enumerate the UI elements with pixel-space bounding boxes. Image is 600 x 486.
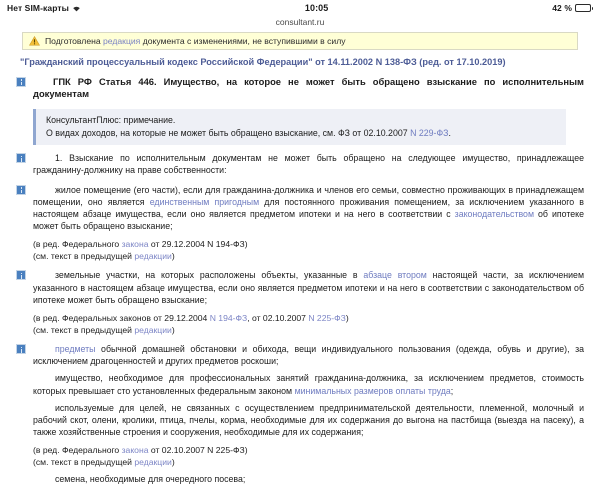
clock-label: 10:05	[304, 3, 329, 13]
edn2-l1-before: (в ред. Федеральных законов от 29.12.2004	[33, 312, 210, 323]
edn3-l2-before: (см. текст в предыдущей	[33, 457, 135, 468]
paragraph-6	[33, 402, 584, 438]
household-items-link[interactable]: предметы	[55, 344, 96, 355]
paragraph-4-seg1: обычной домашней обстановки и обихода, вещи индивидуального пользования (одежда, обувь и другие), за исключением драгоценностей и других предметов роскоши;	[33, 344, 584, 367]
consultant-note-box	[33, 109, 566, 145]
edition-link[interactable]: редакция	[103, 35, 141, 46]
battery-percent-label: 42 %	[552, 3, 573, 13]
only-suitable-housing-link[interactable]: единственным пригодным	[149, 196, 260, 207]
document-title-link[interactable]: "Гражданский процессуальный кодекс Российской Федерации" от 14.11.2002 N 138-ФЗ (ред. от 17.10.2019)	[20, 57, 506, 67]
paragraph-1	[33, 152, 584, 176]
paragraph-5-seg1: имущество, необходимое для профессиональных занятий гражданина-должника, за исключением предметов, стоимость которых превышает сто установленных федеральным законом	[33, 373, 584, 396]
paragraph-5-row	[16, 372, 584, 396]
edition-warning-banner	[22, 32, 578, 50]
paragraph-4-row	[16, 343, 584, 367]
paragraph-7-text: семена, необходимые для очередного посева;	[55, 474, 246, 485]
paragraph-7	[33, 473, 584, 485]
paragraph-6-row	[16, 402, 584, 438]
law-194-link[interactable]: N 194-ФЗ	[209, 312, 248, 323]
carrier-label: Нет SIM-карты	[7, 3, 70, 13]
second-clause-link[interactable]: абзаце втором	[363, 270, 427, 281]
paragraph-5-text-col	[33, 372, 584, 396]
edition-note-3-line-2	[33, 456, 584, 468]
paragraph-6-text: используемые для целей, не связанных с осуществлением предпринимательской деятельности, племенной, молочный и рабочий скот, олени, кролики, птица, пчелы, корма, необходимые для их содержания до выгона на пастбища (выезда на пасеку), а также хозяйственные строения и сооружения, необходимые для их содержания;	[33, 402, 584, 437]
edition-notes-3	[16, 444, 584, 468]
paragraph-2-seg2: для постоянного проживания помещением, за исключением указанного в настоящем абзаце имущества, если оно является предметом ипотеки и на него в соответствии с	[33, 196, 584, 219]
edition-notes-1	[16, 238, 584, 262]
marker-col	[16, 269, 33, 280]
paragraph-2-seg1: жилое помещение (его части), если для гражданина-должника и членов его семьи, совместно проживающих в принадлежащем помещении, оно является	[33, 184, 584, 207]
paragraph-4	[33, 343, 584, 367]
marker-col	[16, 152, 33, 163]
paragraph-4-text-col	[33, 343, 584, 367]
previous-edition-link[interactable]: редакции	[134, 251, 172, 262]
warning-text-before: Подготовлена	[45, 35, 104, 46]
paragraph-7-text-col	[33, 473, 584, 485]
edition-note-1-line-2	[33, 250, 584, 262]
wifi-icon	[72, 5, 81, 12]
fz-229-link[interactable]: N 229-ФЗ	[410, 128, 449, 139]
battery-cap	[592, 7, 593, 10]
legislation-link[interactable]: законодательством	[454, 208, 534, 219]
paragraph-5-seg2: ;	[450, 385, 454, 396]
marker-col	[16, 76, 33, 87]
edn2-l1-after: )	[345, 312, 349, 323]
ios-status-bar	[0, 0, 600, 16]
paragraph-1-row	[16, 152, 584, 176]
edn2-l2-after: )	[171, 324, 175, 335]
paragraph-3-seg1: земельные участки, на которых расположены объекты, указанные в	[55, 270, 364, 281]
edn1-l2-after: )	[171, 251, 175, 262]
paragraph-1-text: 1. Взыскание по исполнительным документам не может быть обращено на следующее имущество, принадлежащее гражданину-должнику на праве собственности:	[33, 153, 584, 176]
note-line-1: КонсультантПлюс: примечание.	[46, 114, 176, 125]
previous-edition-link[interactable]: редакции	[134, 457, 172, 468]
edn3-l2-after: )	[171, 457, 175, 468]
document-body	[0, 57, 600, 486]
edn3-l1-before: (в ред. Федерального	[33, 445, 122, 456]
edn1-l1-before: (в ред. Федерального	[33, 239, 122, 249]
status-bar-left	[7, 3, 81, 13]
edition-notes-2	[16, 312, 584, 336]
paragraph-2-text-col	[33, 184, 584, 233]
marker-col	[16, 343, 33, 354]
info-marker-icon[interactable]	[16, 153, 26, 163]
warning-triangle-icon	[29, 36, 40, 46]
article-heading-label: ГПК РФ Статья 446. Имущество, на которое не может быть обращено взыскание по исполнительным документам	[33, 75, 584, 100]
edition-note-3-line-1	[33, 444, 584, 456]
paragraph-3-text-col	[33, 269, 584, 305]
note-line-2	[46, 127, 558, 140]
paragraph-3-seg2: настоящей части, за исключением указанного в настоящем абзаце имущества, если оно является предметом ипотеки и на него в соответствии с законодательством об ипотеке может быть обращено взыскание;	[33, 270, 584, 305]
paragraph-2-seg3: об ипотеке может быть обращено взыскание;	[33, 208, 584, 231]
edn3-l1-after: от 02.10.2007 N 225-ФЗ)	[148, 445, 248, 456]
paragraph-1-text-col	[33, 152, 584, 176]
article-heading-row	[16, 76, 584, 101]
paragraph-5	[33, 372, 584, 396]
edition-note-1-line-1	[33, 238, 584, 250]
page-title	[33, 76, 584, 101]
warning-banner-text	[45, 37, 346, 46]
paragraph-7-row	[16, 473, 584, 485]
edition-note-2-line-1	[33, 312, 584, 324]
edition-note-2-line-2	[33, 324, 584, 336]
warning-text-after: документа с изменениями, не вступившими в силу	[140, 35, 346, 46]
law-225-link[interactable]: N 225-ФЗ	[308, 312, 346, 323]
battery-icon	[575, 4, 593, 12]
browser-url-label[interactable]: consultant.ru	[0, 16, 600, 29]
edn2-l1-mid: , от 02.10.2007	[247, 312, 309, 323]
info-marker-icon[interactable]	[16, 270, 26, 280]
paragraph-6-text-col	[33, 402, 584, 438]
minimum-wage-link[interactable]: минимальных размеров оплаты труда	[294, 385, 451, 396]
status-bar-right	[552, 3, 593, 13]
federal-law-link[interactable]: закона	[121, 239, 149, 249]
article-heading-text-col	[33, 76, 584, 101]
previous-edition-link[interactable]: редакции	[134, 324, 172, 335]
info-marker-icon[interactable]	[16, 344, 26, 354]
paragraph-3	[33, 269, 584, 305]
paragraph-2-row	[16, 184, 584, 233]
edn1-l1-after: от 29.12.2004 N 194-ФЗ)	[148, 239, 248, 249]
note-line-2-before: О видах доходов, на которые не может быть обращено взыскание, см. ФЗ от 02.10.2007	[46, 128, 411, 139]
federal-law-link[interactable]: закона	[121, 445, 149, 456]
paragraph-3-row	[16, 269, 584, 305]
info-marker-icon[interactable]	[16, 77, 26, 87]
paragraph-2	[33, 184, 584, 233]
edn2-l2-before: (см. текст в предыдущей	[33, 324, 135, 335]
edn1-l2-before: (см. текст в предыдущей	[33, 251, 135, 262]
info-marker-icon[interactable]	[16, 185, 26, 195]
note-line-2-after: .	[448, 128, 451, 139]
marker-col	[16, 184, 33, 195]
